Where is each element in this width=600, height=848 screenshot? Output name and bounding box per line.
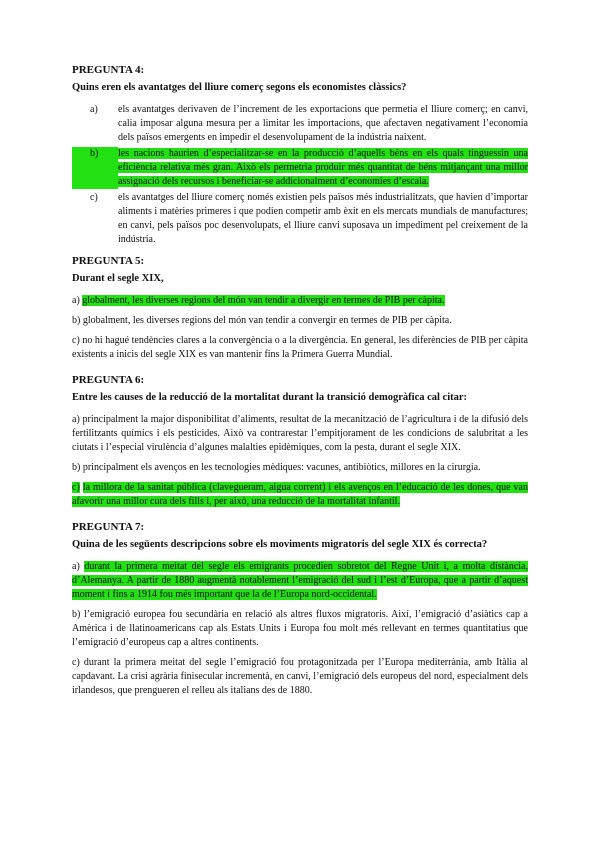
question-5-text: Durant el segle XIX,: [72, 273, 164, 284]
option-marker: b): [72, 315, 81, 326]
question-4-option-b: [72, 147, 528, 189]
question-6-title: PREGUNTA 6:: [72, 374, 145, 386]
option-marker-highlighted: b): [72, 147, 118, 189]
option-marker-highlighted: c): [72, 482, 80, 493]
question-7-title: PREGUNTA 7:: [72, 521, 145, 533]
question-6-text: Entre les causes de la reducció de la mortalitat durant la transició demogràfica cal citar:: [72, 392, 468, 403]
question-5-option-c: [72, 334, 528, 362]
option-text: els avantatges derivaven de l’increment de les exportacions que permetia el lliure comerç; en canvi, calia imposar alguna mesura per a limitar les importacions, que afectaven negativament l’economia dels països emergents en impedir el desenvolupament de la indústria naixent.: [118, 104, 528, 143]
option-text: l’emigració europea fou secundària en relació als altres fluxos migratoris. Així, l’emigració d’asiàtics cap a Amèrica i de llatinoamericans cap als Estats Units i Europa fou molt més rellevant en termes quantitatius que l’emigració d’europeus cap a altres continents.: [72, 609, 529, 648]
option-text: durant la primera meitat del segle l’emigració fou protagonitzada per l’Europa mediterrània, amb Itàlia al capdavant. La crisi agrària finisecular incrementà, en canvi, l’emigració dels europeus del nord, especialment dels irlandesos, que prengueren el relleu als italians des de 1880.: [72, 657, 528, 696]
option-text-highlighted: durant la primera meitat del segle els emigrants procedien sobretot del Regne Unit i, a molta distància, d’Alemanya. A partir de 1880 augmentà notablement l’emigració del sud i l’est d’Europa, que a partir d’aquest moment i fins a 1914 fou més important que la de l’Europa nord-occidental.: [72, 561, 528, 600]
question-6-option-b: [72, 461, 528, 475]
option-marker: c): [72, 657, 80, 668]
question-7-option-c: [72, 656, 528, 698]
question-6-option-a: [72, 413, 528, 455]
option-text: principalment els avenços en les tecnologies mèdiques: vacunes, antibiòtics, millores en la cirurgia.: [82, 462, 481, 473]
option-marker: a): [72, 414, 80, 425]
option-text: no hi hagué tendències clares a la convergència o a la divergència. En general, les diferències de PIB per càpita existents a inicis del segle XIX es van mantenir fins la Primera Guerra Mundial.: [72, 335, 529, 360]
question-5-title: PREGUNTA 5:: [72, 255, 145, 267]
option-marker: a): [72, 295, 80, 306]
option-marker: c): [72, 335, 80, 346]
option-text: principalment la major disponibilitat d’aliments, resultat de la mecanització de l’agricultura i de la difusió dels fertilitzants químics i els pesticides. Això va contrarestar l’empitjorament de les condicions de salubritat a les ciutats i l’especial virulència d’algunes malalties epidèmiques, com la pesta, durant el segle XIX.: [72, 414, 528, 453]
question-4-text: Quins eren els avantatges del lliure comerç segons els economistes clàssics?: [72, 82, 407, 93]
option-text-highlighted: la millora de la sanitat pública (clavegueram, aigua corrent) i els avenços en l’educació de les dones, que van afavorir una millor cura dels fills i, per això, una reducció de la mortalitat infantil.: [72, 482, 528, 507]
option-text: els avantatges del lliure comerç només existien pels països més industrialitzats, que havien d’importar aliments i matèries primeres i que podien competir amb èxit en els mercats mundials de manufactures; en canvi, pels països poc desenvolupats, el lliure canvi suposava un impediment pel creixement de la indústria.: [118, 192, 528, 245]
question-7: [72, 521, 528, 698]
question-5-option-b: [72, 314, 528, 328]
question-7-option-a: [72, 560, 528, 602]
question-7-text: Quina de les següents descripcions sobre els moviments migratoris del segle XIX és correcta?: [72, 539, 488, 550]
option-marker: a): [72, 561, 80, 572]
question-6-option-c: [72, 481, 528, 509]
option-text: globalment, les diverses regions del món van tendir a convergir en termes de PIB per càpita.: [82, 315, 452, 326]
question-4: [72, 64, 528, 247]
option-marker: c): [90, 192, 98, 203]
option-marker: b): [72, 462, 81, 473]
question-4-option-a: [72, 103, 528, 145]
option-marker: a): [90, 104, 98, 115]
option-text-highlighted: les nacions haurien d’especialitzar-se en la producció d’aquells béns en els quals tinguessin una eficiència relativa més gran. Això els permetria produir més quantitat de béns mitjançant una millor assignació dels recursos i beneficiar-se addicionalment d’economies d’escala.: [118, 148, 528, 187]
question-5: [72, 255, 528, 362]
option-marker: b): [72, 609, 81, 620]
option-text-highlighted: globalment, les diverses regions del món van tendir a divergir en termes de PIB per càpita.: [82, 295, 445, 306]
question-4-option-c: [72, 191, 528, 247]
question-6: [72, 374, 528, 509]
question-7-option-b: [72, 608, 528, 650]
question-4-title: PREGUNTA 4:: [72, 64, 145, 76]
question-5-option-a: [72, 294, 528, 308]
